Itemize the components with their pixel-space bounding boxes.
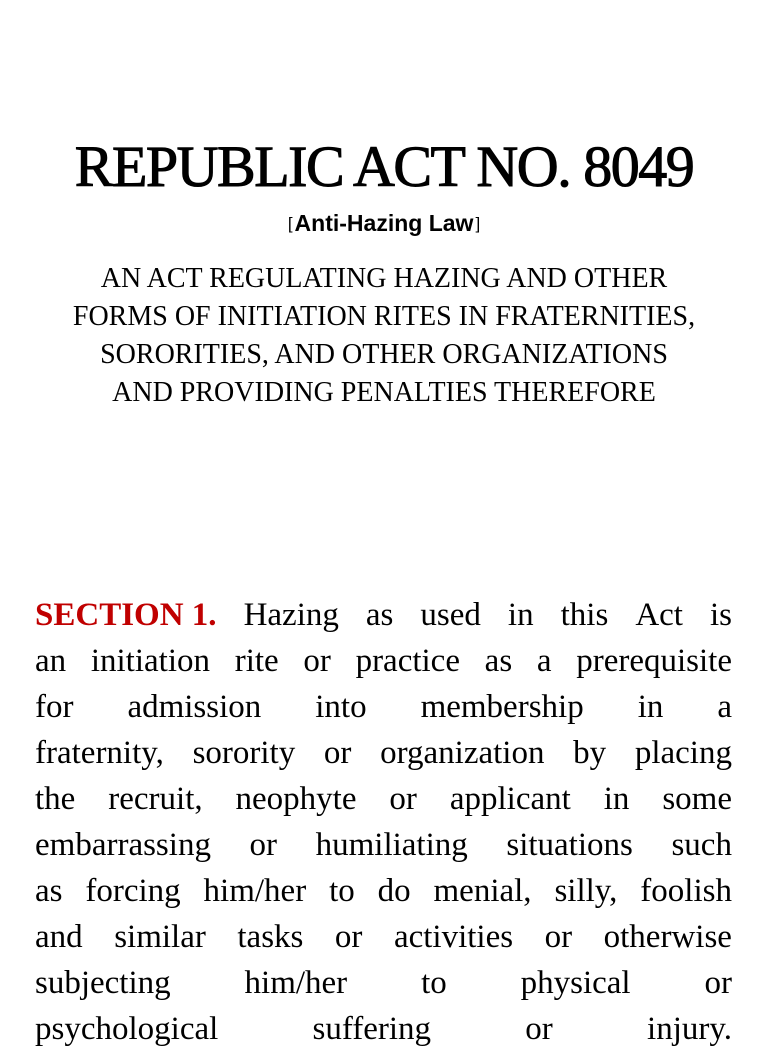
section-word: psychological	[35, 1011, 219, 1047]
section-word: or	[525, 1011, 553, 1047]
section-word: admission	[127, 689, 262, 725]
act-description-line: AND PROVIDING PENALTIES THEREFORE	[112, 377, 656, 408]
section-word: this	[560, 597, 609, 633]
section-word: situations	[506, 827, 633, 863]
section-word: by	[573, 735, 607, 771]
section-word: him/her	[203, 873, 307, 909]
section-text-line	[35, 960, 732, 1006]
section-word: foolish	[640, 873, 732, 909]
section-word: Act	[635, 597, 683, 633]
section-label: SECTION 1.	[35, 597, 217, 633]
section-text-line	[35, 730, 732, 776]
section-word: rite	[234, 643, 279, 679]
section-word: a	[717, 689, 732, 725]
section-word: used	[420, 597, 481, 633]
section-word: or	[249, 827, 278, 863]
subtitle-bracket-open: [	[287, 214, 293, 233]
section-word: as	[35, 873, 63, 909]
section-word: as	[484, 643, 513, 679]
section-1-body	[35, 592, 732, 1052]
section-word: a	[536, 643, 552, 679]
section-text-line	[35, 638, 732, 684]
subtitle-text: Anti-Hazing Law	[294, 210, 474, 236]
section-text-line	[35, 592, 732, 638]
section-word: physical	[520, 965, 631, 1001]
section-word: neophyte	[235, 781, 357, 817]
section-word: forcing	[85, 873, 181, 909]
section-word: injury.	[647, 1011, 732, 1047]
section-word: in	[637, 689, 664, 725]
section-word: do	[377, 873, 411, 909]
section-word: some	[662, 781, 732, 817]
section-word: organization	[380, 735, 545, 771]
section-word: in	[507, 597, 534, 633]
section-word: practice	[355, 643, 460, 679]
section-word: recruit,	[108, 781, 203, 817]
section-word: embarrassing	[35, 827, 211, 863]
section-word: to	[421, 965, 447, 1001]
section-word: the	[35, 781, 76, 817]
section-word: or	[303, 643, 331, 679]
section-word: menial,	[433, 873, 532, 909]
section-word: is	[709, 597, 732, 633]
section-word: tasks	[237, 919, 304, 955]
section-word: membership	[420, 689, 584, 725]
section-word: humiliating	[315, 827, 468, 863]
section-word: and	[35, 919, 83, 955]
section-word: an	[35, 643, 67, 679]
section-word: similar	[114, 919, 206, 955]
section-word: or	[334, 919, 363, 955]
section-word: or	[389, 781, 417, 817]
section-word: placing	[634, 735, 732, 771]
section-text-line	[35, 822, 732, 868]
section-word: to	[329, 873, 355, 909]
document-subtitle	[0, 208, 768, 239]
section-text-line	[35, 914, 732, 960]
section-word: such	[671, 827, 732, 863]
act-description	[0, 260, 768, 412]
section-word: or	[323, 735, 352, 771]
section-word: him/her	[244, 965, 348, 1001]
section-text-line	[35, 684, 732, 730]
section-word: initiation	[90, 643, 211, 679]
section-word: fraternity,	[35, 735, 164, 771]
section-word: subjecting	[35, 965, 171, 1001]
section-word: suffering	[312, 1011, 432, 1047]
section-word: for	[35, 689, 74, 725]
act-description-line: SORORITIES, AND OTHER ORGANIZATIONS	[100, 339, 668, 370]
section-word: sorority	[192, 735, 296, 771]
document-title: REPUBLIC ACT NO. 8049	[74, 134, 694, 199]
section-word: otherwise	[603, 919, 732, 955]
section-text-line	[35, 868, 732, 914]
section-word: Hazing	[243, 597, 339, 633]
subtitle-bracket-close: ]	[475, 214, 481, 233]
act-description-line: FORMS OF INITIATION RITES IN FRATERNITIES,	[72, 301, 696, 332]
section-word: activities	[393, 919, 514, 955]
section-text-line	[35, 1006, 732, 1052]
section-word: as	[365, 597, 394, 633]
section-text-line	[35, 776, 732, 822]
section-word: prerequisite	[576, 643, 732, 679]
section-word: applicant	[449, 781, 571, 817]
act-description-line: AN ACT REGULATING HAZING AND OTHER	[100, 263, 668, 294]
section-word: or	[544, 919, 573, 955]
section-word: or	[704, 965, 732, 1001]
section-word: in	[603, 781, 630, 817]
section-word: into	[315, 689, 367, 725]
section-word: silly,	[554, 873, 618, 909]
